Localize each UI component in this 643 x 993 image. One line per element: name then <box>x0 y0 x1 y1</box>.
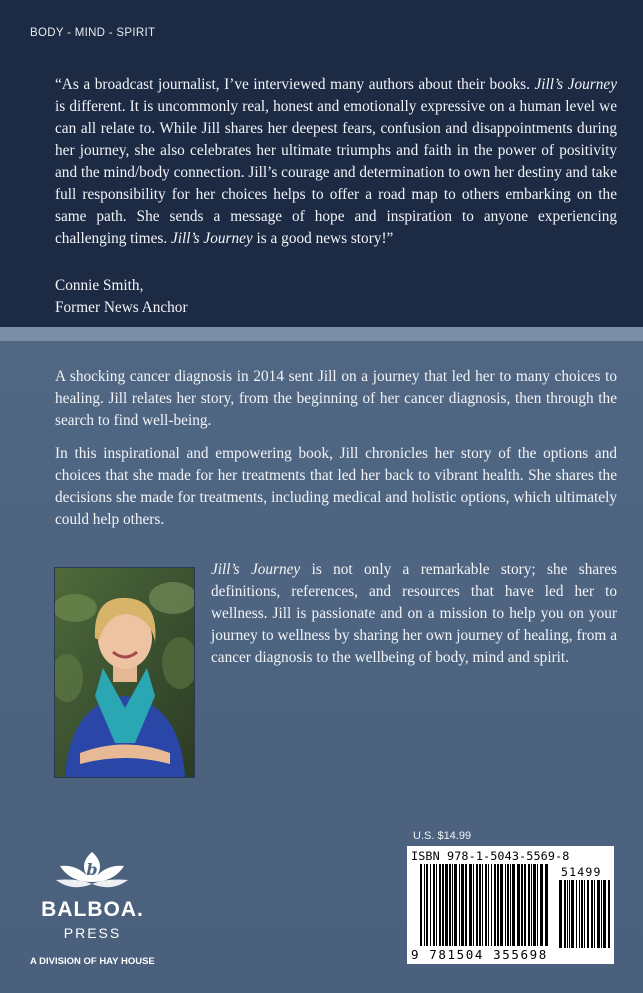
description-paragraph-1: A shocking cancer diagnosis in 2014 sent Jill on a journey that led her to many choices to healing. Jill relates her story, from the beginning of her cancer diagnosis, then through the search to find well-being. <box>55 368 617 429</box>
balboa-lotus-logo-icon <box>30 848 160 900</box>
book-title: Jill’s Journey <box>170 230 253 247</box>
isbn-text: ISBN 978-1-5043-5569-8 <box>411 849 570 863</box>
barcode-addon-number: 51499 <box>561 865 602 879</box>
category-label: BODY - MIND - SPIRIT <box>30 27 156 39</box>
description-paragraph-3: Jill’s Journey is not only a remarkable story; she shares definitions, references, and resources that have led her to wellness. Jill is passionate and on a mission to help you on your journey to wellness by sharing her own journey of healing, from a cancer diagnosis to the wellbeing of body, mind and spirit. <box>211 561 617 666</box>
testimonial-quote: “As a broadcast journalist, I’ve interviewed many authors about their books. Jill’s Journey is different. It is uncommonly real, honest and emotionally expressive on a human level we can all relate to. While Jill shares her deepest fears, confusion and disappointments during her journey, she also celebrates her ultimate triumphs and faith in the power of positivity and the mind/body connection. Jill’s courage and determination to own her destiny and take full responsibility for her choices helps to offer a road map to others embarking on the same path. She sends a message of hope and inspiration to anyone experiencing challenging times. Jill’s Journey is a good news story!” <box>55 76 617 247</box>
barcode <box>407 846 614 964</box>
publisher-division: A DIVISION OF HAY HOUSE <box>30 956 155 967</box>
barcode-number: 9 781504 355698 <box>411 947 548 962</box>
book-title: Jill’s Journey <box>211 561 301 578</box>
description-paragraph-2: In this inspirational and empowering book, Jill chronicles her story of the options and choices that she made for her treatments that led her back to vibrant health. She shares the decisions she made for treatments, including medical and holistic options, which ultimately could help others. <box>55 445 617 528</box>
band-divider <box>0 327 643 341</box>
book-title: Jill’s Journey <box>534 76 617 93</box>
publisher-name: BALBOA. <box>41 898 144 921</box>
open-quote-mark: “ <box>55 76 62 93</box>
price-label: U.S. $14.99 <box>413 830 472 842</box>
logo-letter: b <box>86 860 98 879</box>
testimonial-author: Connie Smith, <box>55 277 144 294</box>
author-photo <box>54 567 195 778</box>
testimonial-author-title: Former News Anchor <box>55 299 188 316</box>
testimonial-attribution <box>55 275 188 319</box>
publisher-imprint: PRESS <box>63 925 122 941</box>
